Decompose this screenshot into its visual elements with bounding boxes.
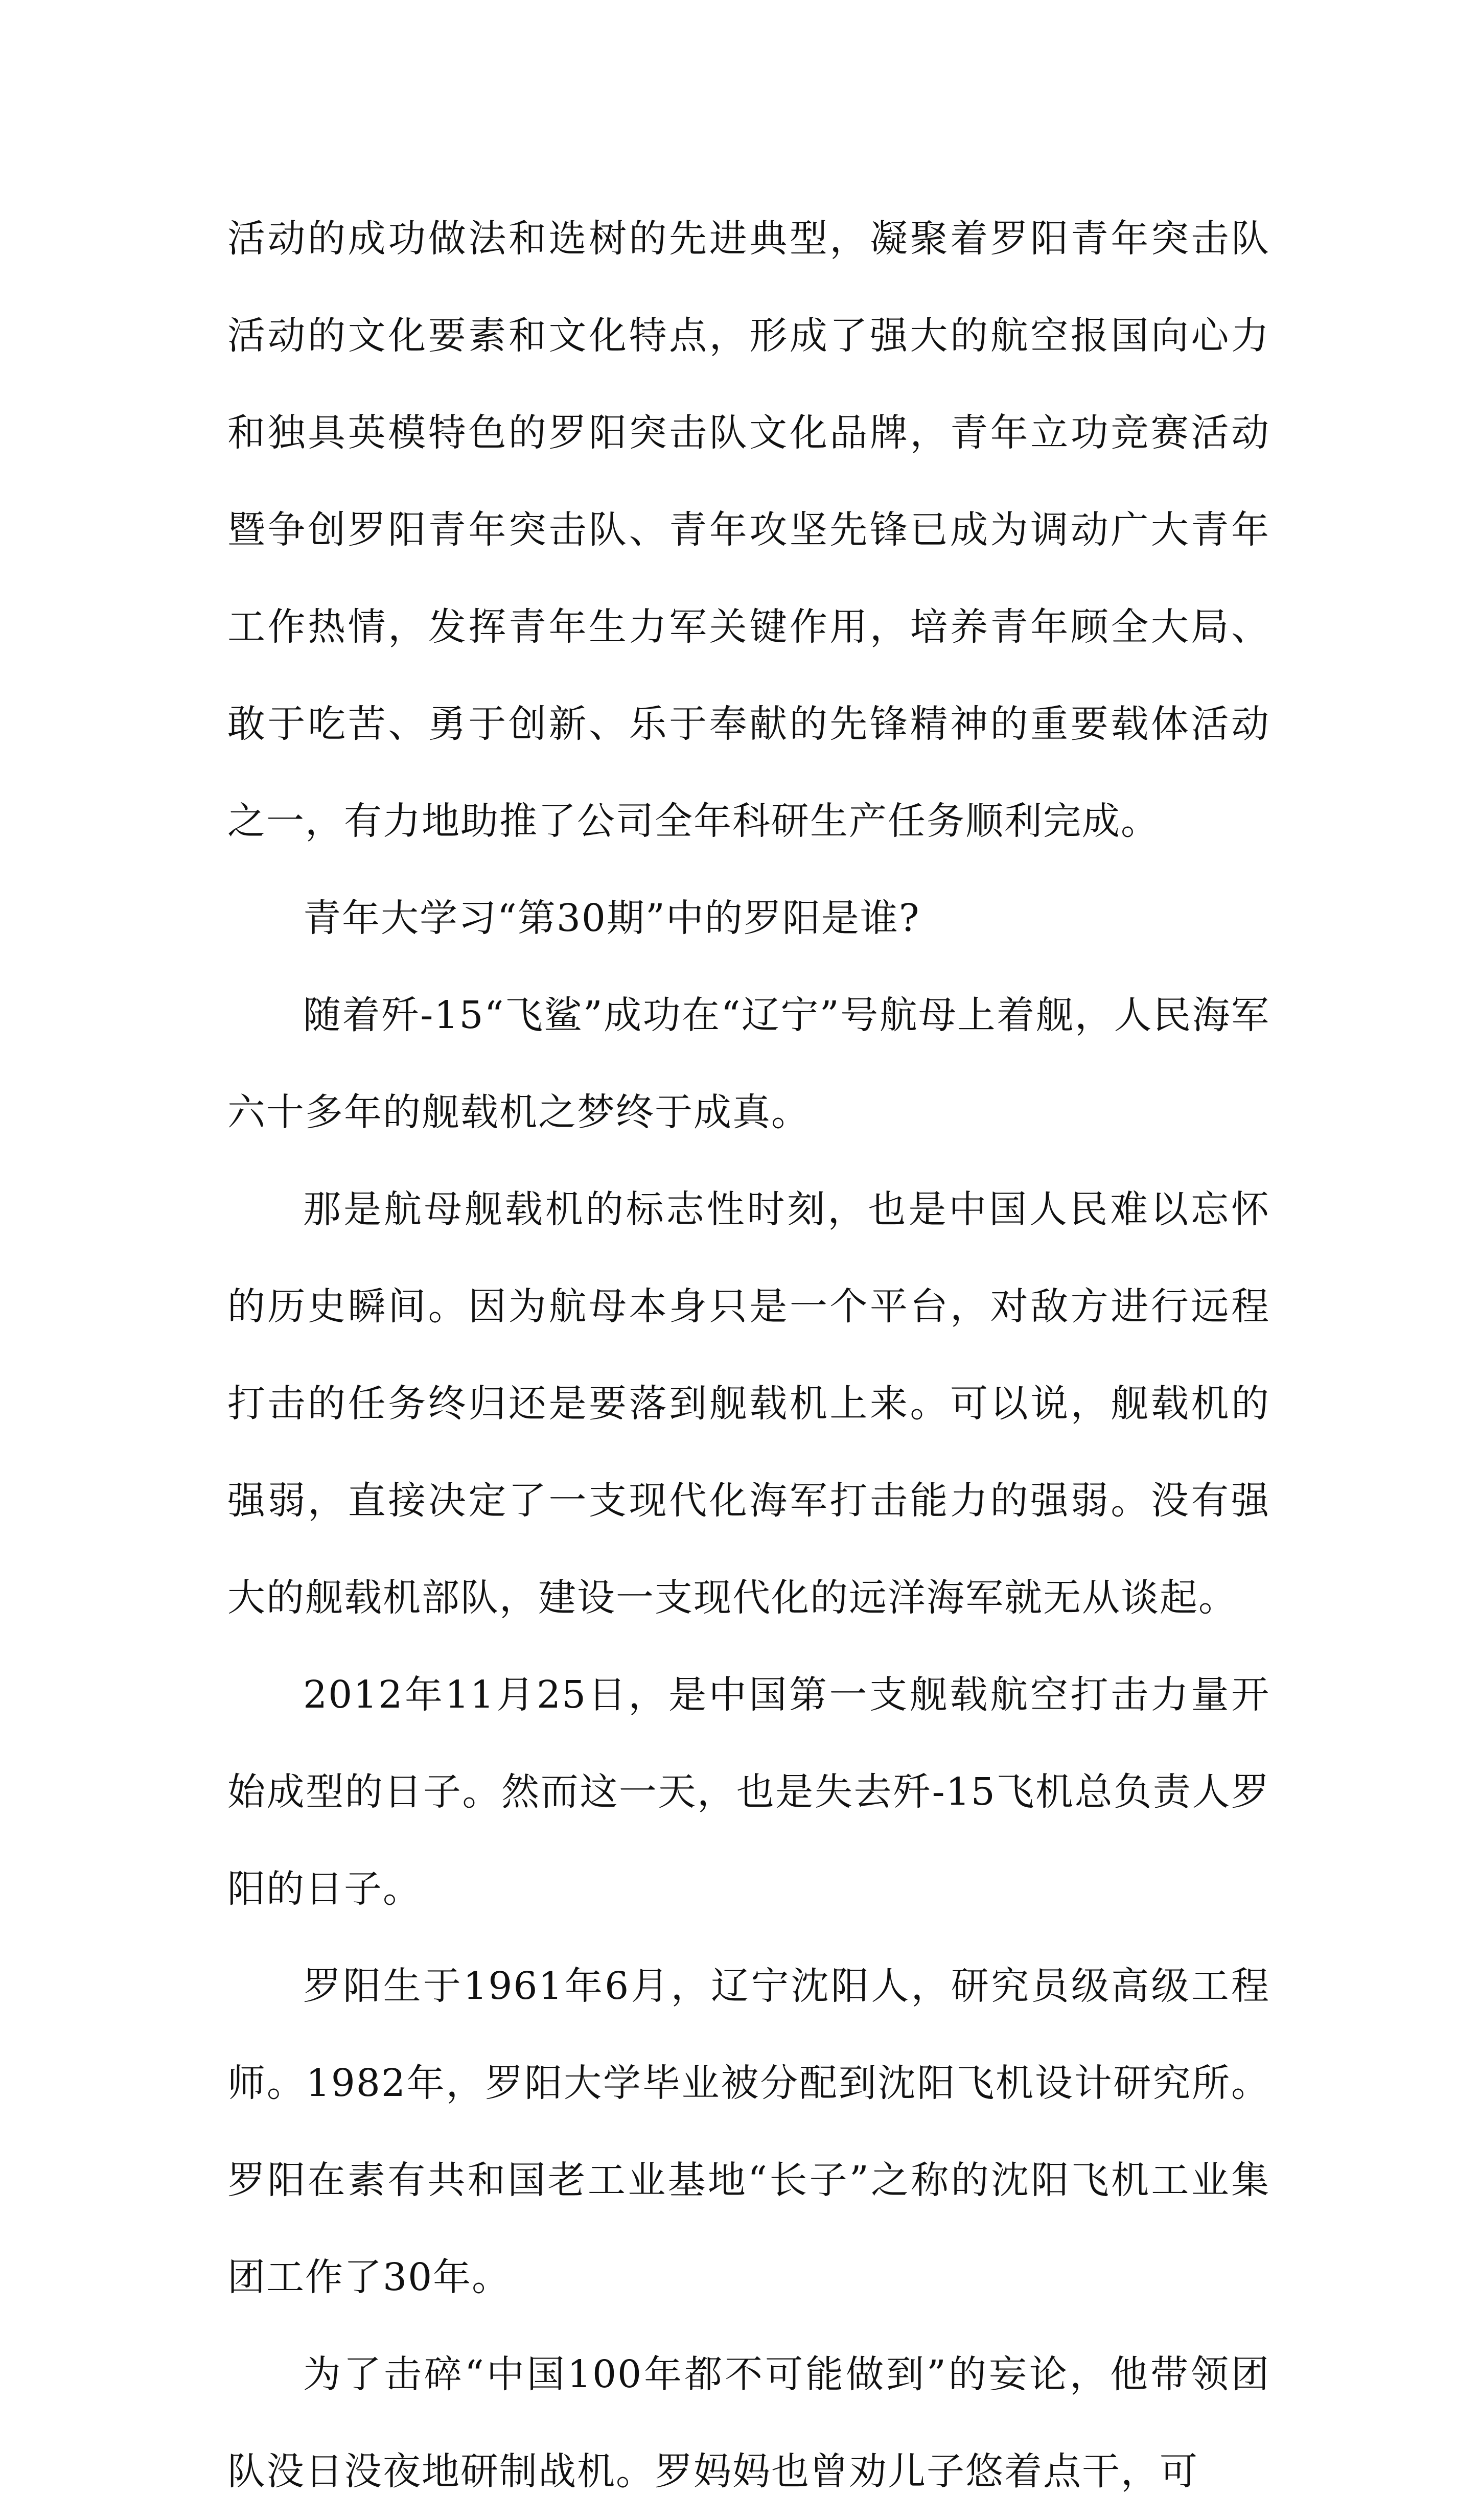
- paragraph-5: 2012年11月25日，是中国第一支舰载航空打击力量开始成型的日子。然而这一天，也是失去歼-15飞机总负责人罗阳的日子。: [227, 1673, 1270, 1911]
- paragraph-2: 青年大学习“第30期”中的罗阳是谁?: [303, 896, 920, 940]
- paragraph-1: 活动的成功做法和选树的先进典型，凝聚着罗阳青年突击队活动的文化要素和文化特点，形成了强大的航空报国向心力和独具英模特色的罗阳突击队文化品牌，青年立功竞赛活动暨争创罗阳青年突击队、青年攻坚先锋已成为调动广大青年工作热情，发挥青年生力军关键作用，培养青年顾全大局、敢于吃苦、勇于创新、乐于奉献的先锋精神的重要载体活动之一，有力地助推了公司全年科研生产任务顺利完成。: [227, 217, 1270, 843]
- document-body: [227, 190, 1270, 2520]
- paragraph-6: 罗阳生于1961年6月，辽宁沈阳人，研究员级高级工程师。1982年，罗阳大学毕业被分配到沈阳飞机设计研究所。罗阳在素有共和国老工业基地“长子”之称的沈阳飞机工业集团工作了30年。: [227, 1964, 1270, 2299]
- paragraph-3: 随着歼-15“飞鲨”成功在“辽宁”号航母上着舰，人民海军六十多年的舰载机之梦终于成真。: [227, 993, 1270, 1134]
- paragraph-4: 那是航母舰载机的标志性时刻，也是中国人民难以忘怀的历史瞬间。因为航母本身只是一个平台，对敌方进行远程打击的任务终归还是要落到舰载机上来。可以说，舰载机的强弱，直接决定了一支现代化海军打击能力的强弱。没有强大的舰载机部队，建设一支现代化的远洋海军就无从谈起。: [227, 1187, 1270, 1620]
- paragraph-7: 为了击碎“中国100年都不可能做到”的妄论，他带领团队没日没夜地研制战机。罗妈妈也曾劝儿子悠着点干，可: [227, 2352, 1270, 2493]
